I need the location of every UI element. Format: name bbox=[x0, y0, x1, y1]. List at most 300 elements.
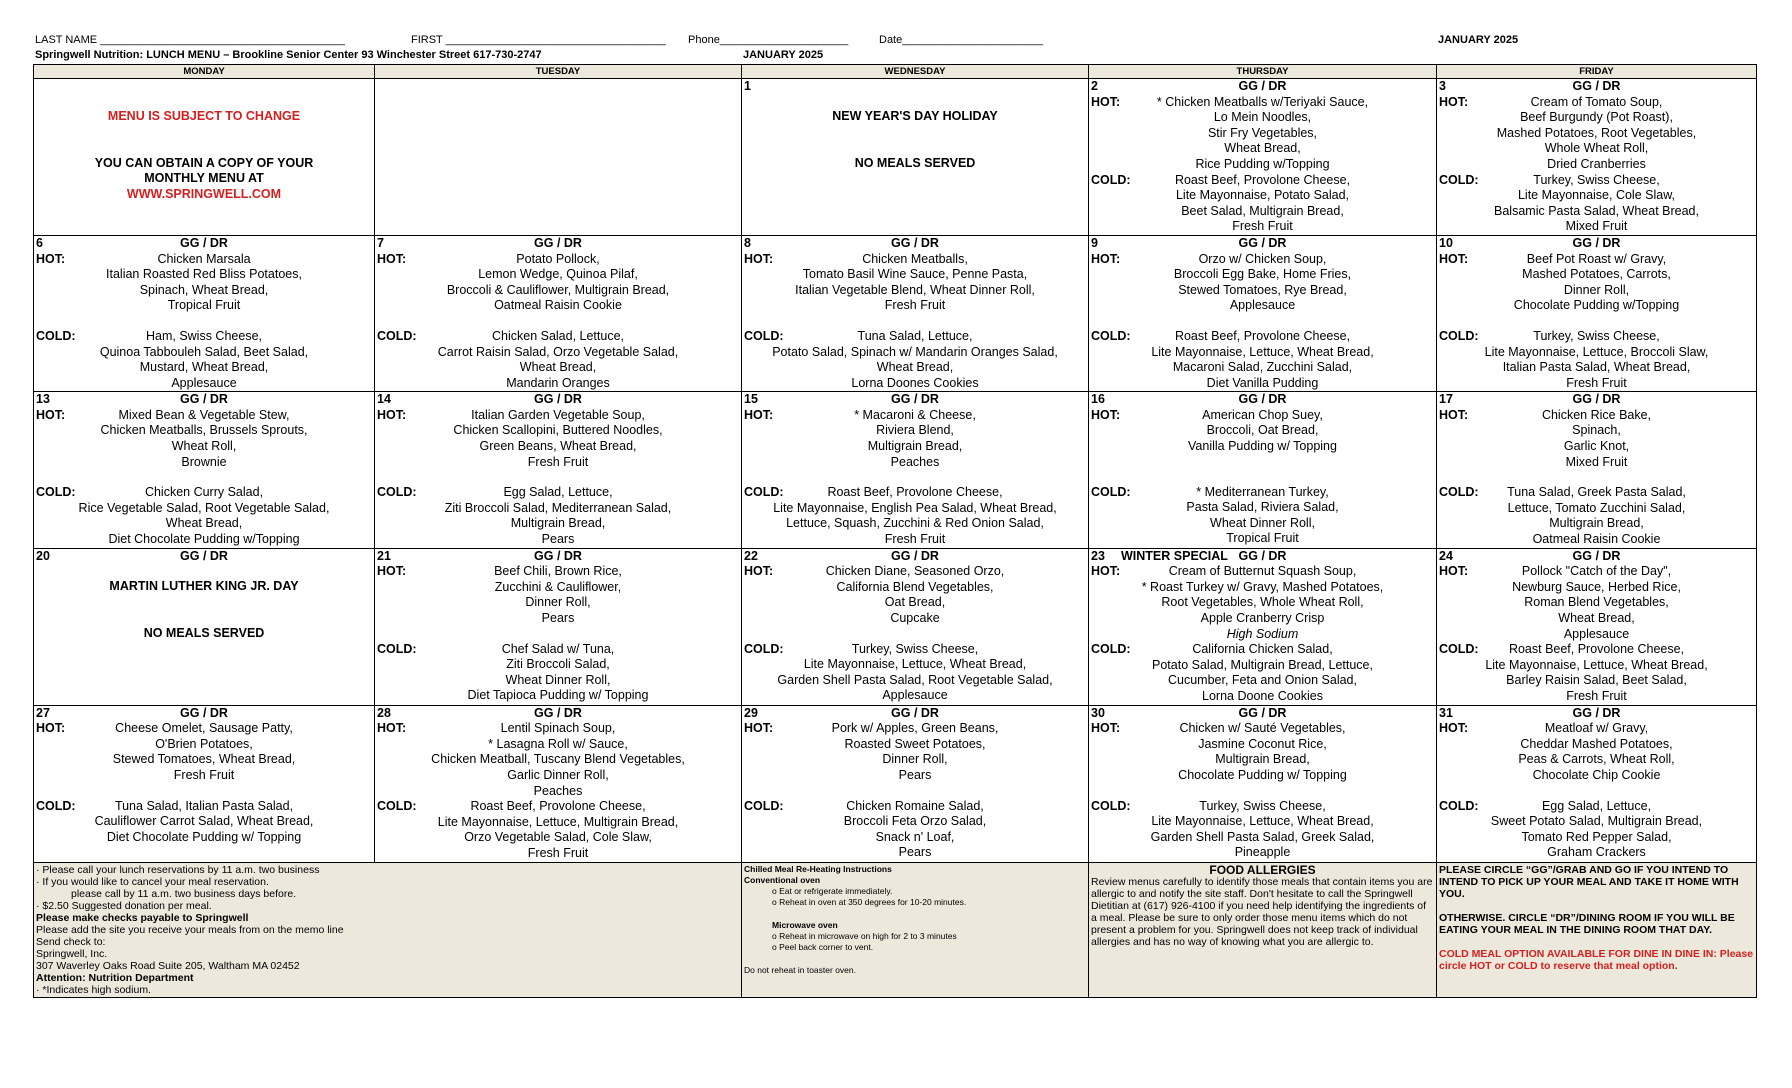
day-number: 2 bbox=[1091, 79, 1098, 93]
cold-label[interactable]: COLD: bbox=[36, 798, 76, 813]
cold-item: Turkey, Swiss Cheese, bbox=[1199, 798, 1326, 813]
ggdr-label[interactable]: GG / DR bbox=[1238, 79, 1287, 93]
day-cell bbox=[34, 705, 375, 862]
cold-item: Diet Tapioca Pudding w/ Topping bbox=[467, 688, 649, 703]
reservation-line: · $2.50 Suggested donation per meal. bbox=[36, 899, 212, 912]
cold-item: Macaroni Salad, Zucchini Salad, bbox=[1172, 360, 1353, 375]
cold-item: Roast Beef, Provolone Cheese, bbox=[1174, 328, 1351, 343]
attention-line: Attention: Nutrition Department bbox=[36, 971, 194, 984]
cold-item: Roast Beef, Provolone Cheese, bbox=[470, 799, 646, 814]
cold-item: Pears bbox=[541, 532, 575, 547]
cold-item: Garden Shell Pasta Salad, Root Vegetable Salad, bbox=[777, 672, 1053, 687]
cold-item: Barley Raisin Salad, Beet Salad, bbox=[1506, 673, 1687, 688]
day-cell bbox=[742, 705, 1089, 862]
hot-label[interactable]: HOT: bbox=[1091, 721, 1121, 736]
hot-item: Cupcake bbox=[890, 611, 940, 625]
day-number: 24 bbox=[1439, 548, 1453, 563]
cold-item: Roast Beef, Provolone Cheese, bbox=[1174, 172, 1351, 187]
cold-label[interactable]: COLD: bbox=[744, 485, 784, 500]
hot-item: * Roast Turkey w/ Gravy, Mashed Potatoes, bbox=[1141, 579, 1384, 594]
cold-item: Chicken Curry Salad, bbox=[144, 485, 264, 500]
phone-field[interactable]: Phone_____________________ bbox=[688, 34, 849, 46]
day-number: 8 bbox=[744, 235, 751, 250]
hot-item: Apple Cranberry Crisp bbox=[1200, 611, 1325, 625]
hot-item: Roasted Sweet Potatoes, bbox=[844, 736, 986, 751]
day-number: 3 bbox=[1439, 79, 1446, 93]
cold-item: Chicken Salad, Lettuce, bbox=[491, 328, 625, 343]
hot-item: Wheat Bread, bbox=[1224, 141, 1301, 156]
cold-label[interactable]: COLD: bbox=[36, 328, 76, 343]
cold-label[interactable]: COLD: bbox=[377, 328, 417, 343]
reheat-step: o Peel back corner to vent. bbox=[772, 941, 874, 952]
hot-item: Stewed Tomatoes, Rye Bread, bbox=[1178, 282, 1347, 297]
day-number: 28 bbox=[377, 705, 391, 720]
day-cell bbox=[375, 235, 742, 391]
hot-label[interactable]: HOT: bbox=[36, 251, 66, 266]
hot-item: Garlic Knot, bbox=[1563, 439, 1630, 454]
ggdr-label[interactable]: GG / DR bbox=[1238, 392, 1287, 407]
last-name-field[interactable]: LAST NAME ________________________________________ bbox=[35, 34, 345, 46]
hot-item: Newburg Sauce, Herbed Rice, bbox=[1512, 579, 1681, 594]
menu-change-notice: MENU IS SUBJECT TO CHANGE bbox=[107, 109, 301, 123]
cold-item: Turkey, Swiss Cheese, bbox=[1533, 172, 1660, 187]
ggdr-label[interactable]: GG / DR bbox=[1238, 705, 1287, 720]
day-number: 30 bbox=[1091, 705, 1105, 720]
circle-dr-note: OTHERWISE. CIRCLE “DR”/DINING ROOM IF YOU WILL BE EATING YOUR MEAL IN THE DINING ROOM THAT DAY. bbox=[1439, 911, 1735, 936]
ggdr-label[interactable]: GG / DR bbox=[1238, 235, 1287, 250]
hot-item: Broccoli & Cauliflower, Multigrain Bread, bbox=[446, 282, 670, 297]
hot-item: Wheat Roll, bbox=[171, 439, 237, 454]
hot-item: Pears bbox=[541, 611, 575, 625]
cold-label[interactable]: COLD: bbox=[377, 799, 417, 814]
reheat-instructions bbox=[742, 862, 1089, 997]
hot-item: Fresh Fruit bbox=[173, 767, 235, 782]
ggdr-label[interactable]: GG / DR bbox=[534, 548, 582, 563]
hot-item: Jasmine Coconut Rice, bbox=[1198, 736, 1327, 751]
day-number: 22 bbox=[744, 548, 758, 563]
cold-item: Applesauce bbox=[171, 375, 237, 390]
day-number: 16 bbox=[1091, 392, 1105, 407]
ggdr-label[interactable]: GG / DR bbox=[180, 548, 228, 563]
cold-item: Wheat Dinner Roll, bbox=[505, 672, 611, 687]
circle-gg-note: PLEASE CIRCLE “GG”/GRAB AND GO IF YOU INTEND TO INTEND TO PICK UP YOUR MEAL AND TAKE IT HOME WITH YOU. bbox=[1439, 863, 1739, 900]
ggdr-label[interactable]: GG / DR bbox=[534, 705, 582, 720]
cold-item: Diet Chocolate Pudding w/Topping bbox=[108, 532, 300, 547]
hot-item: Italian Vegetable Blend, Wheat Dinner Roll, bbox=[795, 282, 1035, 297]
reservation-info bbox=[34, 862, 742, 997]
allergy-title: FOOD ALLERGIES bbox=[1209, 862, 1316, 877]
day-cell bbox=[375, 548, 742, 705]
cold-item: Mustard, Wheat Bread, bbox=[139, 360, 269, 375]
ggdr-label[interactable]: GG / DR bbox=[1572, 705, 1621, 720]
cold-label[interactable]: COLD: bbox=[744, 328, 784, 343]
memo-note: Please add the site you receive your meals from on the memo line bbox=[36, 923, 344, 936]
notice-cell bbox=[34, 79, 375, 236]
cold-item: Cucumber, Feta and Onion Salad, bbox=[1167, 673, 1357, 688]
hot-item: Chicken Meatball, Tuscany Blend Vegetables, bbox=[431, 752, 685, 767]
hot-item: Applesauce bbox=[1229, 298, 1296, 313]
copy-notice-line: YOU CAN OBTAIN A COPY OF YOUR bbox=[94, 155, 314, 170]
week-row bbox=[34, 392, 1757, 548]
hot-item: Roman Blend Vegetables, bbox=[1524, 595, 1669, 610]
cold-item: Egg Salad, Lettuce, bbox=[1541, 798, 1652, 813]
cold-item: Pears bbox=[898, 845, 932, 860]
hot-item: Broccoli Egg Bake, Home Fries, bbox=[1173, 267, 1352, 282]
cold-item: Wheat Bread, bbox=[519, 360, 597, 375]
day-number: 7 bbox=[377, 235, 384, 250]
cold-label[interactable]: COLD: bbox=[1439, 328, 1479, 343]
reheat-step: o Reheat in oven at 350 degrees for 10-20 minutes. bbox=[772, 896, 967, 907]
hot-item: Fresh Fruit bbox=[527, 454, 589, 469]
cold-label[interactable]: COLD: bbox=[36, 485, 76, 500]
hot-item: Vanilla Pudding w/ Topping bbox=[1188, 439, 1337, 454]
day-cell bbox=[34, 235, 375, 391]
high-sodium-note: High Sodium bbox=[1226, 626, 1299, 641]
ggdr-label[interactable]: GG / DR bbox=[180, 392, 228, 407]
hot-item: Meatloaf w/ Gravy, bbox=[1544, 721, 1649, 736]
sodium-note: · *Indicates high sodium. bbox=[36, 983, 151, 996]
cold-item: Wheat Dinner Roll, bbox=[1210, 515, 1315, 530]
hot-item: Dinner Roll, bbox=[525, 595, 591, 610]
hot-item: Chicken Marsala bbox=[157, 251, 251, 266]
hot-item: Dried Cranberries bbox=[1547, 156, 1646, 171]
day-number: 13 bbox=[36, 392, 50, 407]
hot-item: Potato Pollock, bbox=[516, 251, 600, 266]
day-number: 15 bbox=[744, 392, 758, 407]
hot-item: Mashed Potatoes, Carrots, bbox=[1522, 267, 1671, 282]
ggdr-label[interactable]: GG / DR bbox=[1572, 548, 1621, 563]
cold-item: California Chicken Salad, bbox=[1192, 642, 1333, 657]
hot-item: Beef Pot Roast w/ Gravy, bbox=[1526, 251, 1667, 266]
org-address: 307 Waverley Oaks Road Suite 205, Waltham MA 02452 bbox=[36, 959, 300, 972]
hot-item: Chicken Meatballs, bbox=[862, 251, 968, 266]
month-title: JANUARY 2025 bbox=[1438, 34, 1519, 46]
circle-instructions bbox=[1437, 862, 1757, 997]
springwell-link[interactable]: WWW.SPRINGWELL.COM bbox=[126, 186, 282, 201]
hot-item: Chocolate Pudding w/ Topping bbox=[1178, 767, 1347, 782]
month-subtitle: JANUARY 2025 bbox=[743, 49, 824, 61]
special-label: WINTER SPECIAL bbox=[1121, 548, 1228, 563]
weekday-header-row bbox=[34, 65, 1757, 79]
cold-label[interactable]: COLD: bbox=[377, 641, 417, 656]
weekday-wednesday: WEDNESDAY bbox=[742, 65, 1089, 79]
hot-label[interactable]: HOT: bbox=[744, 407, 774, 422]
ggdr-label[interactable]: GG / DR bbox=[534, 235, 582, 250]
cold-item: Lite Mayonnaise, Lettuce, Wheat Bread, bbox=[1151, 344, 1374, 359]
weekday-monday: MONDAY bbox=[34, 65, 375, 79]
cold-item: Lorna Doones Cookies bbox=[851, 375, 979, 390]
cold-item: Diet Vanilla Pudding bbox=[1206, 375, 1319, 390]
first-name-field[interactable]: FIRST ____________________________________ bbox=[411, 34, 666, 46]
day-cell bbox=[1437, 79, 1757, 236]
hot-item: Zucchini & Cauliflower, bbox=[494, 579, 622, 594]
hot-item: Beef Burgundy (Pot Roast), bbox=[1520, 110, 1673, 125]
reheat-step: o Reheat in microwave on high for 2 to 3 minutes bbox=[772, 930, 957, 941]
cold-item: Multigrain Bread, bbox=[510, 516, 606, 531]
hot-item: Pears bbox=[898, 767, 932, 782]
cold-item: Lite Mayonnaise, Lettuce, Wheat Bread, bbox=[1151, 814, 1374, 829]
hot-label[interactable]: HOT: bbox=[744, 564, 774, 579]
reservation-line: · If you would like to cancel your meal reservation. bbox=[36, 875, 269, 888]
hot-item: Dinner Roll, bbox=[882, 752, 948, 767]
day-cell bbox=[1089, 705, 1437, 862]
day-number: 27 bbox=[36, 705, 50, 720]
cold-item: Lorna Doone Cookies bbox=[1202, 688, 1323, 703]
hot-item: Pork w/ Apples, Green Beans, bbox=[831, 721, 999, 736]
day-cell bbox=[1437, 705, 1757, 862]
ggdr-label[interactable]: GG / DR bbox=[180, 705, 228, 720]
reservation-line: please call by 11 a.m. two business days before. bbox=[36, 887, 297, 900]
day-cell bbox=[1089, 79, 1437, 236]
hot-item: * Chicken Meatballs w/Teriyaki Sauce, bbox=[1156, 94, 1369, 109]
hot-label[interactable]: HOT: bbox=[377, 564, 407, 579]
cold-item: Fresh Fruit bbox=[1566, 375, 1627, 390]
cold-item: Broccoli Feta Orzo Salad, bbox=[843, 814, 987, 829]
hot-item: Chicken Diane, Seasoned Orzo, bbox=[825, 564, 1005, 579]
holiday-title: MARTIN LUTHER KING JR. DAY bbox=[109, 579, 299, 594]
cold-item: Mixed Fruit bbox=[1565, 219, 1628, 234]
holiday-title: NEW YEAR'S DAY HOLIDAY bbox=[832, 109, 998, 123]
hot-item: Wheat Bread, bbox=[1558, 611, 1635, 625]
cold-label[interactable]: COLD: bbox=[1439, 485, 1479, 500]
ggdr-label[interactable]: GG / DR bbox=[180, 235, 228, 250]
cold-item: Cauliflower Carrot Salad, Wheat Bread, bbox=[94, 814, 314, 829]
cold-label[interactable]: COLD: bbox=[1091, 798, 1131, 813]
cold-label[interactable]: COLD: bbox=[744, 641, 784, 656]
cold-item: Lite Mayonnaise, Cole Slaw, bbox=[1517, 188, 1676, 203]
day-number: 10 bbox=[1439, 235, 1453, 250]
weekday-tuesday: TUESDAY bbox=[375, 65, 742, 79]
hot-item: Spinach, bbox=[1572, 423, 1621, 438]
cold-item: Potato Salad, Multigrain Bread, Lettuce, bbox=[1152, 657, 1373, 672]
hot-label[interactable]: HOT: bbox=[744, 721, 774, 736]
day-cell bbox=[1437, 235, 1757, 391]
cold-label[interactable]: COLD: bbox=[1439, 642, 1479, 657]
day-number: 23 bbox=[1091, 548, 1105, 563]
cold-item: Lite Mayonnaise, Lettuce, Multigrain Bread, bbox=[437, 814, 679, 829]
ggdr-label[interactable]: GG / DR bbox=[891, 548, 939, 563]
hot-label[interactable]: HOT: bbox=[36, 407, 66, 422]
cold-option-note: COLD MEAL OPTION AVAILABLE FOR DINE IN DINE IN: Please circle HOT or COLD to reserve that meal option. bbox=[1439, 947, 1754, 972]
ggdr-label[interactable]: GG / DR bbox=[1238, 548, 1287, 563]
hot-item: Pollock "Catch of the Day", bbox=[1521, 564, 1672, 579]
cold-item: Garden Shell Pasta Salad, Greek Salad, bbox=[1150, 829, 1375, 844]
hot-label[interactable]: HOT: bbox=[377, 721, 407, 736]
cold-label[interactable]: COLD: bbox=[377, 485, 417, 500]
hot-item: Chicken Rice Bake, bbox=[1541, 407, 1652, 422]
ggdr-label[interactable]: GG / DR bbox=[1572, 392, 1621, 407]
toaster-note: Do not reheat in toaster oven. bbox=[744, 964, 856, 975]
hot-item: Mixed Bean & Vegetable Stew, bbox=[118, 407, 290, 422]
hot-label[interactable]: HOT: bbox=[1091, 94, 1121, 109]
cold-item: Balsamic Pasta Salad, Wheat Bread, bbox=[1494, 203, 1699, 218]
hot-item: Peaches bbox=[533, 783, 583, 798]
copy-notice-line: MONTHLY MENU AT bbox=[144, 171, 264, 186]
hot-item: Oat Bread, bbox=[884, 595, 946, 610]
cold-label[interactable]: COLD: bbox=[744, 798, 784, 813]
menu-calendar bbox=[33, 64, 1757, 998]
hot-item: Tomato Basil Wine Sauce, Penne Pasta, bbox=[802, 267, 1028, 282]
hot-label[interactable]: HOT: bbox=[1091, 251, 1121, 266]
hot-item: Root Vegetables, Whole Wheat Roll, bbox=[1161, 595, 1364, 610]
hot-item: Applesauce bbox=[1563, 626, 1630, 641]
reheat-step: o Eat or refrigerate immediately. bbox=[772, 885, 893, 896]
day-cell bbox=[34, 392, 375, 548]
cold-item: Carrot Raisin Salad, Orzo Vegetable Salad, bbox=[437, 344, 679, 359]
cold-item: Tomato Red Pepper Salad, bbox=[1521, 829, 1672, 844]
weekday-friday: FRIDAY bbox=[1437, 65, 1757, 79]
hot-item: Cream of Butternut Squash Soup, bbox=[1168, 564, 1357, 579]
send-label: Send check to: bbox=[36, 935, 106, 948]
cold-item: Roast Beef, Provolone Cheese, bbox=[1508, 642, 1685, 657]
cold-label[interactable]: COLD: bbox=[1091, 172, 1131, 187]
hot-item: Multigrain Bread, bbox=[1215, 752, 1310, 767]
ggdr-label[interactable]: GG / DR bbox=[891, 235, 939, 250]
ggdr-label[interactable]: GG / DR bbox=[891, 705, 939, 720]
cold-label[interactable]: COLD: bbox=[1439, 798, 1479, 813]
ggdr-label[interactable]: GG / DR bbox=[1572, 79, 1621, 93]
hot-item: Tropical Fruit bbox=[167, 298, 241, 313]
cold-item: Graham Crackers bbox=[1547, 845, 1646, 860]
hot-item: Stewed Tomatoes, Wheat Bread, bbox=[112, 752, 296, 767]
day-number: 31 bbox=[1439, 705, 1453, 720]
cold-item: * Mediterranean Turkey, bbox=[1196, 484, 1329, 499]
ggdr-label[interactable]: GG / DR bbox=[1572, 235, 1621, 250]
week-row bbox=[34, 79, 1757, 236]
hot-label[interactable]: HOT: bbox=[377, 251, 407, 266]
hot-item: Chocolate Pudding w/Topping bbox=[1513, 298, 1680, 313]
day-cell bbox=[1437, 548, 1757, 705]
cold-item: Egg Salad, Lettuce, bbox=[503, 485, 613, 500]
cold-item: Ziti Broccoli Salad, bbox=[506, 657, 610, 672]
week-row bbox=[34, 235, 1757, 391]
hot-item: Chicken w/ Sauté Vegetables, bbox=[1179, 721, 1346, 736]
day-cell bbox=[375, 705, 742, 862]
hot-item: Riviera Blend, bbox=[876, 423, 954, 438]
hot-item: O'Brien Potatoes, bbox=[155, 736, 253, 751]
hot-item: Brownie bbox=[181, 454, 227, 469]
hot-item: Multigrain Bread, bbox=[867, 439, 963, 454]
hot-item: Chicken Scallopini, Buttered Noodles, bbox=[453, 423, 663, 438]
cold-label[interactable]: COLD: bbox=[1439, 172, 1479, 187]
cold-item: Lite Mayonnaise, Lettuce, Broccoli Slaw, bbox=[1484, 344, 1709, 359]
hot-item: Whole Wheat Roll, bbox=[1544, 141, 1649, 156]
day-number: 21 bbox=[377, 548, 391, 563]
hot-item: Mixed Fruit bbox=[1565, 454, 1628, 469]
week-row bbox=[34, 705, 1757, 862]
reheat-title: Chilled Meal Re-Heating Instructions bbox=[744, 863, 892, 874]
cold-item: Orzo Vegetable Salad, Cole Slaw, bbox=[464, 830, 652, 845]
cold-item: Beet Salad, Multigrain Bread, bbox=[1181, 203, 1344, 218]
cold-item: Fresh Fruit bbox=[527, 845, 589, 860]
cold-label[interactable]: COLD: bbox=[1091, 642, 1131, 657]
hot-item: Cheese Omelet, Sausage Patty, bbox=[115, 721, 293, 736]
allergy-text: Review menus carefully to identify those meals that contain items you are allergic to and notify the site staff. Don't hesitate to call the Springwell Dietitian at (617) 926-4100 if you need help identifying the ingredients of a meal. Please be sure to only order those menu items which do not present a problem for you. Springwell does not keep track of individual allergies and has no way of knowing what you are allergic to. bbox=[1091, 875, 1433, 948]
week-row bbox=[34, 548, 1757, 705]
hot-item: Chocolate Chip Cookie bbox=[1532, 767, 1661, 782]
hot-label[interactable]: HOT: bbox=[1091, 407, 1121, 422]
hot-label[interactable]: HOT: bbox=[1439, 94, 1469, 109]
cold-item: Pasta Salad, Riviera Salad, bbox=[1186, 500, 1339, 515]
cold-item: Ham, Swiss Cheese, bbox=[145, 328, 262, 343]
hot-label[interactable]: HOT: bbox=[1439, 407, 1469, 422]
hot-label[interactable]: HOT: bbox=[1439, 564, 1469, 579]
microwave-title: Microwave oven bbox=[772, 919, 838, 930]
cold-item: Mandarin Oranges bbox=[506, 375, 610, 390]
cold-item: Snack n' Loaf, bbox=[875, 829, 955, 844]
hot-item: Italian Garden Vegetable Soup, bbox=[471, 407, 645, 422]
hot-label[interactable]: HOT: bbox=[1439, 721, 1469, 736]
cold-item: Turkey, Swiss Cheese, bbox=[1533, 328, 1660, 343]
hot-item: Peaches bbox=[890, 454, 940, 469]
hot-label[interactable]: HOT: bbox=[1439, 251, 1469, 266]
cold-item: Fresh Fruit bbox=[1566, 688, 1627, 703]
hot-item: Cream of Tomato Soup, bbox=[1530, 94, 1663, 109]
day-number: 29 bbox=[744, 705, 758, 720]
food-allergies bbox=[1089, 862, 1437, 997]
cold-item: Lettuce, Squash, Zucchini & Red Onion Salad, bbox=[786, 516, 1044, 531]
day-cell bbox=[742, 548, 1089, 705]
day-cell bbox=[1437, 392, 1757, 548]
empty-day-cell bbox=[375, 79, 742, 236]
cold-label[interactable]: COLD: bbox=[1091, 328, 1131, 343]
hot-item: Orzo w/ Chicken Soup, bbox=[1198, 251, 1327, 266]
day-number: 14 bbox=[377, 392, 391, 407]
conv-oven-title: Conventional oven bbox=[744, 874, 821, 885]
day-number: 1 bbox=[744, 79, 751, 93]
holiday-note: NO MEALS SERVED bbox=[854, 155, 976, 170]
hot-label[interactable]: HOT: bbox=[744, 251, 774, 266]
hot-item: Green Beans, Wheat Bread, bbox=[479, 439, 637, 454]
hot-label[interactable]: HOT: bbox=[377, 407, 407, 422]
hot-item: Dinner Roll, bbox=[1563, 282, 1630, 297]
cold-item: Tuna Salad, Italian Pasta Salad, bbox=[114, 798, 294, 813]
day-cell bbox=[1089, 548, 1437, 705]
day-number: 9 bbox=[1091, 235, 1098, 250]
hot-item: Broccoli, Oat Bread, bbox=[1206, 423, 1319, 438]
cold-item: Fresh Fruit bbox=[1232, 219, 1293, 234]
day-cell bbox=[742, 392, 1089, 548]
date-field[interactable]: Date_______________________ bbox=[879, 34, 1043, 46]
hot-item: Peas & Carrots, Wheat Roll, bbox=[1518, 752, 1675, 767]
holiday-note: NO MEALS SERVED bbox=[143, 625, 265, 640]
hot-item: Fresh Fruit bbox=[884, 298, 946, 313]
hot-item: Mashed Potatoes, Root Vegetables, bbox=[1496, 125, 1697, 140]
day-cell bbox=[1089, 235, 1437, 391]
cold-label[interactable]: COLD: bbox=[1091, 484, 1131, 499]
ggdr-label[interactable]: GG / DR bbox=[891, 392, 939, 407]
day-number: 17 bbox=[1439, 392, 1453, 407]
cold-item: Lite Mayonnaise, English Pea Salad, Wheat Bread, bbox=[773, 500, 1057, 515]
hot-label[interactable]: HOT: bbox=[1091, 564, 1121, 579]
cold-item: Tropical Fruit bbox=[1226, 531, 1299, 546]
cold-item: Oatmeal Raisin Cookie bbox=[1532, 532, 1661, 547]
day-cell bbox=[742, 235, 1089, 391]
hot-item: Oatmeal Raisin Cookie bbox=[494, 298, 622, 313]
program-title: Springwell Nutrition: LUNCH MENU – Brookline Senior Center 93 Winchester Street 617-730-2747 bbox=[35, 49, 542, 61]
hot-item: * Lasagna Roll w/ Sauce, bbox=[488, 736, 628, 751]
cold-item: Wheat Bread, bbox=[165, 516, 243, 531]
day-number: 20 bbox=[36, 548, 50, 563]
hot-item: American Chop Suey, bbox=[1202, 407, 1323, 422]
org-name: Springwell, Inc. bbox=[36, 947, 108, 960]
cold-item: Roast Beef, Provolone Cheese, bbox=[827, 485, 1003, 500]
weekday-thursday: THURSDAY bbox=[1089, 65, 1437, 79]
cold-item: Sweet Potato Salad, Multigrain Bread, bbox=[1490, 814, 1703, 829]
ggdr-label[interactable]: GG / DR bbox=[534, 392, 582, 407]
hot-item: Rice Pudding w/Topping bbox=[1195, 156, 1330, 171]
hot-label[interactable]: HOT: bbox=[36, 721, 66, 736]
